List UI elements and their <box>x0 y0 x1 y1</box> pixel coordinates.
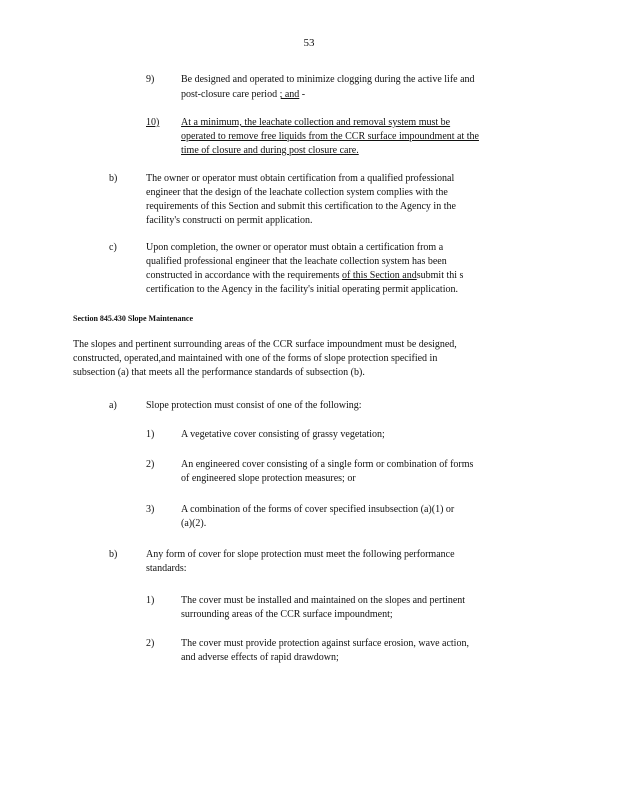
paragraph-line: engineer that the design of the leachate collection system complies with the <box>146 187 448 198</box>
paragraph-line: (a)(2). <box>181 518 207 529</box>
paragraph-line: surrounding areas of the CCR surface impoundment; <box>181 609 393 620</box>
paragraph-line: Upon completion, the owner or operator must obtain a certification from a <box>146 242 444 253</box>
paragraph-line <box>146 269 463 283</box>
inserted-text: At a minimum, the leachate collection and removal system must be <box>181 117 451 128</box>
paragraph-line: The slopes and pertinent surrounding areas of the CCR surface impoundment must be designed, <box>73 339 457 350</box>
item-label: c) <box>109 242 117 253</box>
inserted-text: ; and <box>279 89 300 100</box>
section-heading: Section 845.430 Slope Maintenance <box>73 314 193 323</box>
item-text-line: Be designed and operated to minimize clogging during the active life and <box>181 74 475 85</box>
paragraph-line: facility's constructi on permit application. <box>146 215 313 226</box>
paragraph-line: The cover must be installed and maintained on the slopes and pertinent <box>181 595 466 606</box>
item-label: b) <box>109 173 118 184</box>
item-label: 2) <box>146 459 155 470</box>
paragraph-line: certification to the Agency in the facility's initial operating permit application. <box>146 284 458 295</box>
paragraph-line: of engineered slope protection measures; or <box>181 473 356 484</box>
inserted-text: operated to remove free liquids from the CCR surface impoundment at the <box>181 131 479 142</box>
item-label: a) <box>109 400 117 411</box>
item-label: 10) <box>146 117 160 128</box>
inserted-text: of this Section and <box>342 270 417 281</box>
text-run: submit thi s <box>416 270 464 281</box>
paragraph-line: Any form of cover for slope protection must meet the following performance <box>146 549 455 560</box>
item-label: 9) <box>146 74 155 85</box>
inserted-text: time of closure and during post closure care. <box>181 145 359 156</box>
paragraph-line: standards: <box>146 563 187 574</box>
paragraph-line: The cover must provide protection against surface erosion, wave action, <box>181 638 469 649</box>
paragraph-line: The owner or operator must obtain certification from a qualified professional <box>146 173 455 184</box>
page-number: 53 <box>303 37 315 49</box>
item-label: b) <box>109 549 118 560</box>
paragraph-line: A vegetative cover consisting of grassy vegetation; <box>181 429 385 440</box>
item-label: 1) <box>146 595 155 606</box>
paragraph-line: Slope protection must consist of one of the following: <box>146 400 362 411</box>
item-text-line <box>181 88 305 102</box>
paragraph-line: qualified professional engineer that the leachate collection system has been <box>146 256 447 267</box>
paragraph-line: A combination of the forms of cover specified insubsection (a)(1) or <box>181 504 455 515</box>
item-label: 1) <box>146 429 155 440</box>
item-label: 2) <box>146 638 155 649</box>
item-label: 3) <box>146 504 155 515</box>
text-run: post-closure care period <box>181 89 280 100</box>
paragraph-line: and adverse effects of rapid drawdown; <box>181 652 339 663</box>
text-run: constructed in accordance with the requirements <box>146 270 343 281</box>
paragraph-line: subsection (a) that meets all the performance standards of subsection (b). <box>73 367 365 378</box>
paragraph-line: requirements of this Section and submit this certification to the Agency in the <box>146 201 456 212</box>
paragraph-line: constructed, operated,and maintained with one of the forms of slope protection specified in <box>73 353 438 364</box>
paragraph-line: An engineered cover consisting of a single form or combination of forms <box>181 459 474 470</box>
text-run: - <box>299 89 306 100</box>
